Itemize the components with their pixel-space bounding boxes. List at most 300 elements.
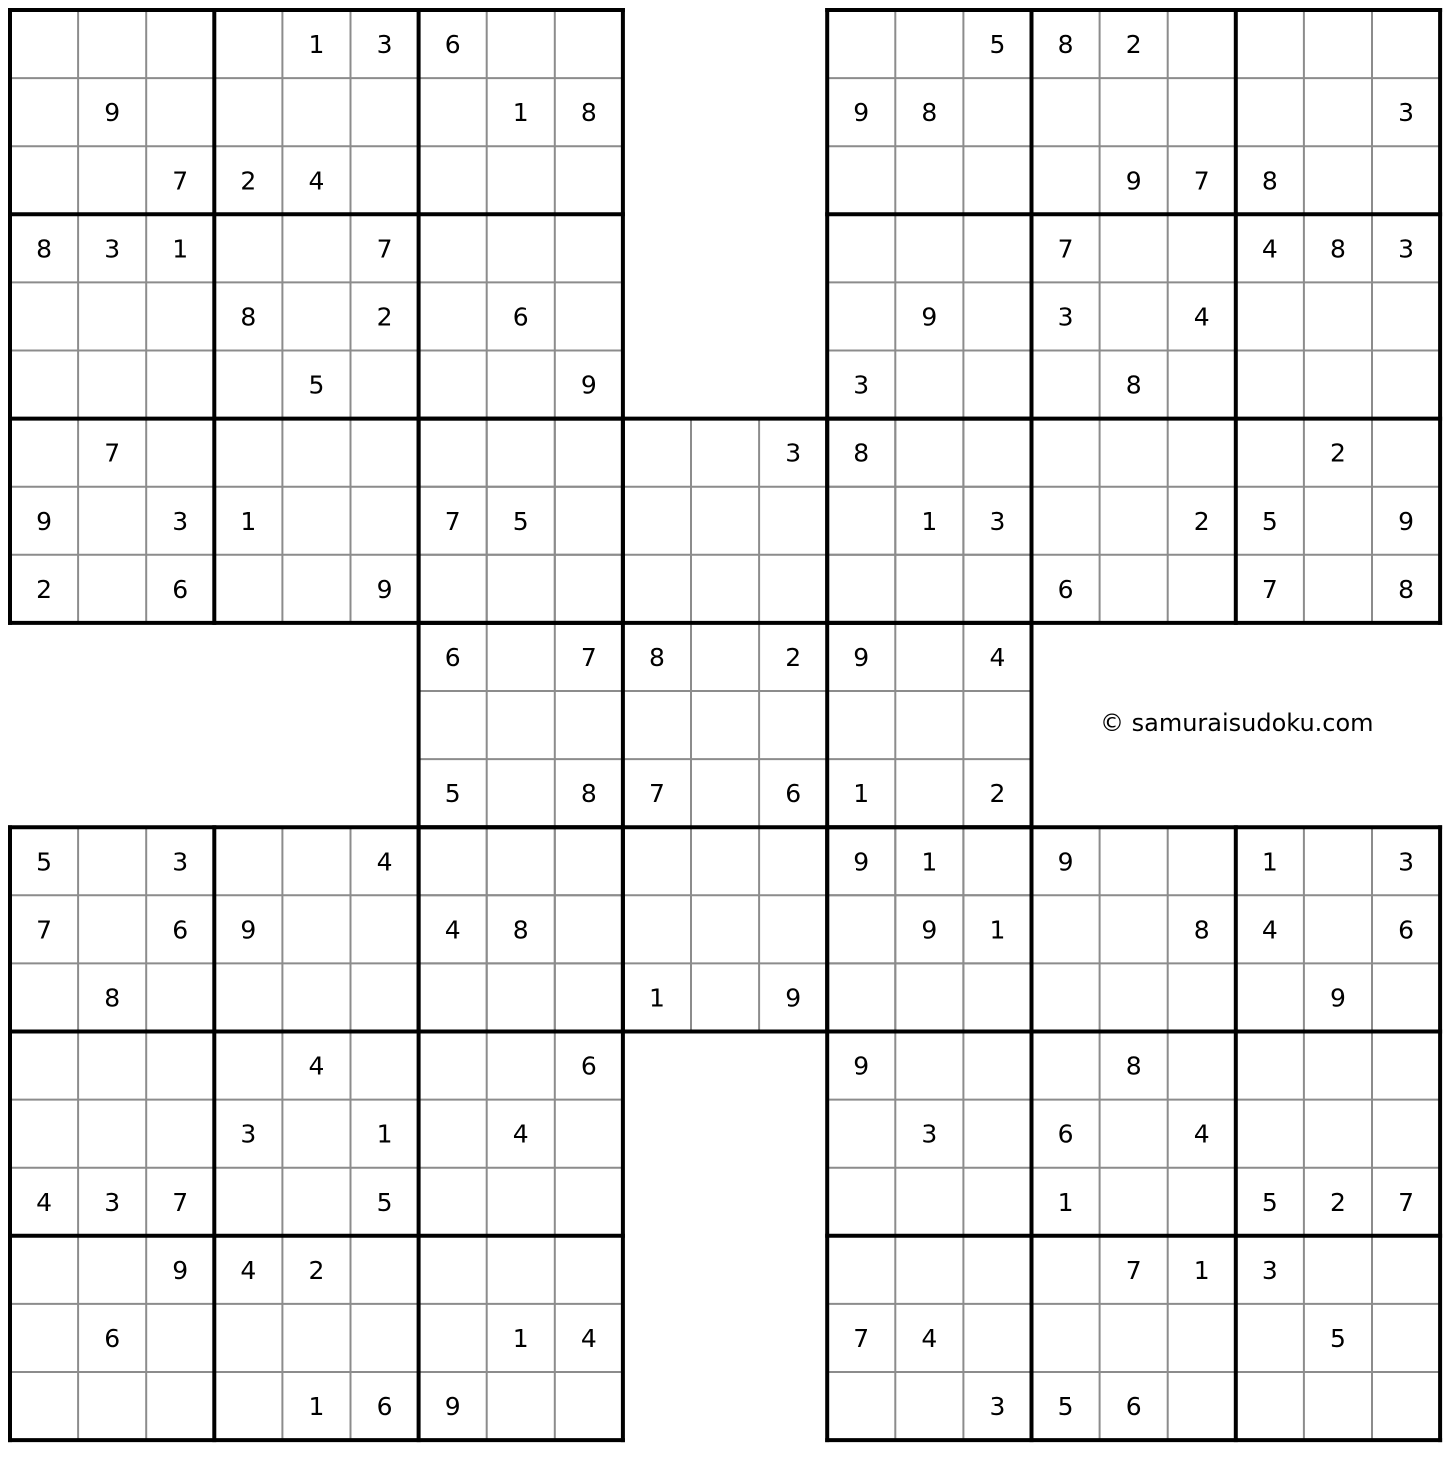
- sudoku-cell[interactable]: [1168, 10, 1236, 78]
- sudoku-cell[interactable]: [827, 1100, 895, 1168]
- sudoku-cell[interactable]: [419, 78, 487, 146]
- sudoku-cell[interactable]: [555, 419, 623, 487]
- sudoku-cell[interactable]: [1032, 78, 1100, 146]
- sudoku-cell[interactable]: [1236, 1372, 1304, 1440]
- sudoku-cell[interactable]: [10, 78, 78, 146]
- given-digit: 1: [853, 779, 870, 809]
- sudoku-cell[interactable]: [1304, 555, 1372, 623]
- given-digit: 7: [172, 166, 189, 196]
- sudoku-cell[interactable]: [1032, 895, 1100, 963]
- sudoku-cell[interactable]: [1372, 10, 1440, 78]
- sudoku-cell[interactable]: [419, 1100, 487, 1168]
- sudoku-cell[interactable]: [419, 827, 487, 895]
- sudoku-cell[interactable]: [214, 555, 282, 623]
- sudoku-cell[interactable]: [78, 555, 146, 623]
- sudoku-cell[interactable]: [1100, 1100, 1168, 1168]
- sudoku-cell[interactable]: [555, 146, 623, 214]
- sudoku-cell[interactable]: [1168, 214, 1236, 282]
- sudoku-cell[interactable]: [487, 623, 555, 691]
- sudoku-cell[interactable]: [214, 419, 282, 487]
- sudoku-cell[interactable]: [963, 351, 1031, 419]
- sudoku-cell[interactable]: [827, 691, 895, 759]
- sudoku-cell[interactable]: [419, 691, 487, 759]
- sudoku-cell[interactable]: [895, 623, 963, 691]
- sudoku-cell[interactable]: [1372, 963, 1440, 1031]
- sudoku-cell[interactable]: [351, 963, 419, 1031]
- sudoku-cell[interactable]: [1100, 1304, 1168, 1372]
- sudoku-cell[interactable]: [10, 1032, 78, 1100]
- given-digit: 2: [240, 166, 257, 196]
- sudoku-cell[interactable]: [487, 146, 555, 214]
- sudoku-cell[interactable]: [1304, 487, 1372, 555]
- sudoku-cell[interactable]: [146, 10, 214, 78]
- sudoku-cell[interactable]: [963, 1236, 1031, 1304]
- sudoku-cell[interactable]: [214, 10, 282, 78]
- given-digit: 3: [172, 506, 189, 536]
- sudoku-cell[interactable]: [78, 895, 146, 963]
- sudoku-cell[interactable]: [895, 1236, 963, 1304]
- sudoku-cell[interactable]: [1236, 351, 1304, 419]
- sudoku-cell[interactable]: [555, 963, 623, 1031]
- sudoku-cell[interactable]: [10, 963, 78, 1031]
- sudoku-cell[interactable]: [1032, 1236, 1100, 1304]
- given-digit: 6: [104, 1323, 121, 1353]
- sudoku-cell[interactable]: [351, 1304, 419, 1372]
- sudoku-cell[interactable]: [759, 827, 827, 895]
- sudoku-cell[interactable]: [487, 963, 555, 1031]
- given-digit: 1: [512, 98, 529, 128]
- sudoku-cell[interactable]: [555, 895, 623, 963]
- sudoku-cell[interactable]: [963, 146, 1031, 214]
- given-digit: 2: [376, 302, 393, 332]
- sudoku-cell[interactable]: [691, 691, 759, 759]
- sudoku-cell[interactable]: [146, 1304, 214, 1372]
- sudoku-cell[interactable]: [214, 214, 282, 282]
- given-digit: 9: [1125, 166, 1142, 196]
- sudoku-cell[interactable]: [214, 1032, 282, 1100]
- sudoku-cell[interactable]: [1100, 827, 1168, 895]
- sudoku-cell[interactable]: [963, 1168, 1031, 1236]
- sudoku-cell[interactable]: [351, 895, 419, 963]
- sudoku-cell[interactable]: [282, 963, 350, 1031]
- sudoku-cell[interactable]: [78, 146, 146, 214]
- given-digit: 5: [989, 30, 1006, 60]
- sudoku-cell[interactable]: [963, 1304, 1031, 1372]
- sudoku-cell[interactable]: [759, 691, 827, 759]
- sudoku-cell[interactable]: [1372, 351, 1440, 419]
- sudoku-cell[interactable]: [1168, 1372, 1236, 1440]
- given-digit: 6: [1125, 1392, 1142, 1422]
- sudoku-cell[interactable]: [555, 1168, 623, 1236]
- sudoku-cell[interactable]: [10, 10, 78, 78]
- given-digit: 3: [240, 1119, 257, 1149]
- sudoku-cell[interactable]: [691, 487, 759, 555]
- sudoku-cell[interactable]: [1304, 1032, 1372, 1100]
- sudoku-cell[interactable]: [963, 1100, 1031, 1168]
- sudoku-cell[interactable]: [1168, 1168, 1236, 1236]
- sudoku-cell[interactable]: [351, 351, 419, 419]
- sudoku-cell[interactable]: [1032, 146, 1100, 214]
- sudoku-cell[interactable]: [1304, 895, 1372, 963]
- given-digit: 9: [1057, 847, 1074, 877]
- sudoku-cell[interactable]: [555, 1100, 623, 1168]
- sudoku-cell[interactable]: [419, 146, 487, 214]
- given-digit: 7: [1193, 166, 1210, 196]
- sudoku-cell[interactable]: [487, 691, 555, 759]
- sudoku-cell[interactable]: [78, 351, 146, 419]
- sudoku-cell[interactable]: [78, 1100, 146, 1168]
- sudoku-cell[interactable]: [555, 1236, 623, 1304]
- sudoku-cell[interactable]: [1236, 419, 1304, 487]
- sudoku-cell[interactable]: [691, 759, 759, 827]
- given-digit: 9: [853, 642, 870, 672]
- sudoku-cell[interactable]: [487, 1168, 555, 1236]
- sudoku-cell[interactable]: [78, 1236, 146, 1304]
- given-digit: 1: [1057, 1187, 1074, 1217]
- sudoku-cell[interactable]: [487, 1236, 555, 1304]
- sudoku-cell[interactable]: [827, 487, 895, 555]
- given-digit: 6: [444, 642, 461, 672]
- given-digit: 1: [921, 847, 938, 877]
- sudoku-cell[interactable]: [214, 78, 282, 146]
- given-digit: 5: [1261, 1187, 1278, 1217]
- given-digit: 4: [308, 166, 325, 196]
- sudoku-cell[interactable]: [827, 1236, 895, 1304]
- sudoku-cell[interactable]: [555, 214, 623, 282]
- sudoku-cell[interactable]: [827, 1168, 895, 1236]
- sudoku-cell[interactable]: [759, 487, 827, 555]
- sudoku-cell[interactable]: [1236, 963, 1304, 1031]
- given-digit: 5: [36, 847, 53, 877]
- sudoku-cell[interactable]: [282, 419, 350, 487]
- sudoku-cell[interactable]: [78, 827, 146, 895]
- sudoku-cell[interactable]: [1236, 78, 1304, 146]
- sudoku-cell[interactable]: [419, 282, 487, 350]
- sudoku-cell[interactable]: [419, 1304, 487, 1372]
- sudoku-cell[interactable]: [282, 827, 350, 895]
- given-digit: 8: [1057, 30, 1074, 60]
- sudoku-cell[interactable]: [487, 351, 555, 419]
- sudoku-cell[interactable]: [282, 487, 350, 555]
- sudoku-cell[interactable]: [146, 419, 214, 487]
- sudoku-cell[interactable]: [895, 146, 963, 214]
- given-digit: 7: [1261, 574, 1278, 604]
- sudoku-cell[interactable]: [691, 419, 759, 487]
- sudoku-cell[interactable]: [555, 487, 623, 555]
- sudoku-cell[interactable]: [895, 1372, 963, 1440]
- sudoku-cell[interactable]: [895, 691, 963, 759]
- sudoku-cell[interactable]: [1032, 419, 1100, 487]
- sudoku-cell[interactable]: [1304, 10, 1372, 78]
- given-digit: 5: [512, 506, 529, 536]
- sudoku-cell[interactable]: [282, 214, 350, 282]
- sudoku-cell[interactable]: [759, 895, 827, 963]
- sudoku-cell[interactable]: [419, 351, 487, 419]
- sudoku-cell[interactable]: [214, 827, 282, 895]
- sudoku-cell[interactable]: [1236, 1032, 1304, 1100]
- sudoku-cell[interactable]: [963, 555, 1031, 623]
- sudoku-cell[interactable]: [351, 146, 419, 214]
- given-digit: 9: [376, 574, 393, 604]
- sudoku-cell[interactable]: [1168, 963, 1236, 1031]
- sudoku-cell[interactable]: [78, 487, 146, 555]
- sudoku-cell[interactable]: [487, 1032, 555, 1100]
- sudoku-cell[interactable]: [623, 895, 691, 963]
- sudoku-cell[interactable]: [146, 1100, 214, 1168]
- sudoku-cell[interactable]: [487, 1372, 555, 1440]
- sudoku-cell[interactable]: [10, 1304, 78, 1372]
- given-digit: 5: [308, 370, 325, 400]
- sudoku-cell[interactable]: [1100, 214, 1168, 282]
- sudoku-cell[interactable]: [555, 10, 623, 78]
- sudoku-cell[interactable]: [555, 282, 623, 350]
- sudoku-cell[interactable]: [419, 1168, 487, 1236]
- sudoku-cell[interactable]: [214, 1304, 282, 1372]
- sudoku-cell[interactable]: [146, 963, 214, 1031]
- sudoku-cell[interactable]: [1236, 282, 1304, 350]
- sudoku-cell[interactable]: [282, 895, 350, 963]
- sudoku-cell[interactable]: [963, 963, 1031, 1031]
- sudoku-cell[interactable]: [1100, 419, 1168, 487]
- sudoku-cell[interactable]: [78, 282, 146, 350]
- sudoku-cell[interactable]: [1168, 1032, 1236, 1100]
- sudoku-cell[interactable]: [1100, 78, 1168, 146]
- sudoku-cell[interactable]: [282, 555, 350, 623]
- sudoku-cell[interactable]: [1372, 146, 1440, 214]
- sudoku-cell[interactable]: [895, 1168, 963, 1236]
- sudoku-cell[interactable]: [1032, 1032, 1100, 1100]
- sudoku-cell[interactable]: [214, 351, 282, 419]
- sudoku-cell[interactable]: [691, 963, 759, 1031]
- sudoku-cell[interactable]: [1236, 1100, 1304, 1168]
- given-digit: 4: [1193, 1119, 1210, 1149]
- sudoku-cell[interactable]: [895, 759, 963, 827]
- sudoku-cell[interactable]: [487, 555, 555, 623]
- sudoku-cell[interactable]: [1372, 419, 1440, 487]
- sudoku-cell[interactable]: [691, 623, 759, 691]
- given-digit: 8: [1329, 234, 1346, 264]
- given-digit: 4: [36, 1187, 53, 1217]
- sudoku-cell[interactable]: [555, 827, 623, 895]
- sudoku-cell[interactable]: [214, 1168, 282, 1236]
- sudoku-cell[interactable]: [282, 282, 350, 350]
- sudoku-cell[interactable]: [555, 1372, 623, 1440]
- given-digit: 2: [1125, 30, 1142, 60]
- sudoku-cell[interactable]: [1100, 1168, 1168, 1236]
- given-digit: 9: [444, 1392, 461, 1422]
- sudoku-cell[interactable]: [1372, 282, 1440, 350]
- sudoku-cell[interactable]: [78, 1032, 146, 1100]
- sudoku-cell[interactable]: [963, 1032, 1031, 1100]
- sudoku-cell[interactable]: [1304, 1100, 1372, 1168]
- sudoku-cell[interactable]: [1236, 1304, 1304, 1372]
- sudoku-cell[interactable]: [827, 555, 895, 623]
- sudoku-cell[interactable]: [214, 963, 282, 1031]
- sudoku-cell[interactable]: [351, 1236, 419, 1304]
- sudoku-cell[interactable]: [691, 895, 759, 963]
- sudoku-cell[interactable]: [282, 1304, 350, 1372]
- sudoku-cell[interactable]: [419, 214, 487, 282]
- sudoku-cell[interactable]: [1168, 1304, 1236, 1372]
- sudoku-cell[interactable]: [10, 1236, 78, 1304]
- sudoku-cell[interactable]: [146, 1372, 214, 1440]
- given-digit: 3: [1261, 1255, 1278, 1285]
- sudoku-cell[interactable]: [1168, 351, 1236, 419]
- sudoku-cell[interactable]: [10, 1372, 78, 1440]
- given-digit: 3: [853, 370, 870, 400]
- given-digit: 4: [580, 1323, 597, 1353]
- sudoku-cell[interactable]: [1236, 10, 1304, 78]
- sudoku-cell[interactable]: [623, 827, 691, 895]
- sudoku-cell[interactable]: [827, 1372, 895, 1440]
- given-digit: 6: [1398, 915, 1415, 945]
- sudoku-cell[interactable]: [963, 214, 1031, 282]
- sudoku-cell[interactable]: [419, 555, 487, 623]
- sudoku-cell[interactable]: [827, 146, 895, 214]
- given-digit: 6: [172, 915, 189, 945]
- sudoku-cell[interactable]: [282, 1100, 350, 1168]
- sudoku-cell[interactable]: [146, 351, 214, 419]
- sudoku-cell[interactable]: [1032, 487, 1100, 555]
- sudoku-cell[interactable]: [1032, 963, 1100, 1031]
- sudoku-cell[interactable]: [487, 827, 555, 895]
- sudoku-cell[interactable]: [282, 78, 350, 146]
- sudoku-cell[interactable]: [1032, 351, 1100, 419]
- sudoku-cell[interactable]: [487, 10, 555, 78]
- given-digit: 7: [376, 234, 393, 264]
- sudoku-cell[interactable]: [487, 759, 555, 827]
- sudoku-cell[interactable]: [1372, 1032, 1440, 1100]
- given-digit: 7: [580, 642, 597, 672]
- given-digit: 2: [785, 642, 802, 672]
- sudoku-cell[interactable]: [78, 10, 146, 78]
- sudoku-cell[interactable]: [1304, 351, 1372, 419]
- given-digit: 5: [444, 779, 461, 809]
- sudoku-cell[interactable]: [827, 895, 895, 963]
- sudoku-cell[interactable]: [10, 419, 78, 487]
- sudoku-cell[interactable]: [1304, 1372, 1372, 1440]
- sudoku-cell[interactable]: [1372, 1304, 1440, 1372]
- sudoku-cell[interactable]: [623, 419, 691, 487]
- given-digit: 1: [308, 1392, 325, 1422]
- sudoku-cell[interactable]: [487, 419, 555, 487]
- sudoku-cell[interactable]: [351, 78, 419, 146]
- given-digit: 9: [853, 98, 870, 128]
- sudoku-cell[interactable]: [419, 1236, 487, 1304]
- sudoku-cell[interactable]: [759, 555, 827, 623]
- given-digit: 2: [1329, 1187, 1346, 1217]
- sudoku-cell[interactable]: [214, 1372, 282, 1440]
- sudoku-cell[interactable]: [419, 963, 487, 1031]
- given-digit: 9: [580, 370, 597, 400]
- given-digit: 7: [172, 1187, 189, 1217]
- sudoku-cell[interactable]: [1372, 1236, 1440, 1304]
- sudoku-cell[interactable]: [1372, 1100, 1440, 1168]
- sudoku-cell[interactable]: [827, 963, 895, 1031]
- sudoku-cell[interactable]: [555, 555, 623, 623]
- given-digit: 1: [376, 1119, 393, 1149]
- sudoku-cell[interactable]: [623, 487, 691, 555]
- sudoku-cell[interactable]: [895, 963, 963, 1031]
- sudoku-cell[interactable]: [895, 555, 963, 623]
- sudoku-cell[interactable]: [963, 827, 1031, 895]
- sudoku-cell[interactable]: [1168, 419, 1236, 487]
- sudoku-cell[interactable]: [10, 282, 78, 350]
- sudoku-cell[interactable]: [963, 78, 1031, 146]
- sudoku-cell[interactable]: [895, 419, 963, 487]
- sudoku-cell[interactable]: [623, 555, 691, 623]
- sudoku-cell[interactable]: [10, 1100, 78, 1168]
- given-digit: 1: [240, 506, 257, 536]
- sudoku-cell[interactable]: [691, 827, 759, 895]
- sudoku-cell[interactable]: [1100, 895, 1168, 963]
- given-digit: 4: [989, 642, 1006, 672]
- sudoku-cell[interactable]: [487, 214, 555, 282]
- sudoku-cell[interactable]: [963, 691, 1031, 759]
- sudoku-cell[interactable]: [895, 214, 963, 282]
- sudoku-cell[interactable]: [623, 691, 691, 759]
- given-digit: 5: [1329, 1323, 1346, 1353]
- sudoku-cell[interactable]: [351, 1032, 419, 1100]
- sudoku-cell[interactable]: [419, 1032, 487, 1100]
- sudoku-cell[interactable]: [351, 419, 419, 487]
- sudoku-cell[interactable]: [827, 10, 895, 78]
- sudoku-cell[interactable]: [419, 419, 487, 487]
- sudoku-cell[interactable]: [146, 78, 214, 146]
- sudoku-cell[interactable]: [1100, 487, 1168, 555]
- sudoku-cell[interactable]: [282, 1168, 350, 1236]
- given-digit: 4: [444, 915, 461, 945]
- sudoku-cell[interactable]: [895, 351, 963, 419]
- sudoku-cell[interactable]: [1168, 78, 1236, 146]
- given-digit: 7: [1398, 1187, 1415, 1217]
- given-digit: 6: [512, 302, 529, 332]
- sudoku-cell[interactable]: [963, 419, 1031, 487]
- sudoku-cell[interactable]: [895, 1032, 963, 1100]
- sudoku-cell[interactable]: [1100, 555, 1168, 623]
- sudoku-cell[interactable]: [555, 691, 623, 759]
- sudoku-cell[interactable]: [1304, 827, 1372, 895]
- given-digit: 3: [989, 506, 1006, 536]
- sudoku-cell[interactable]: [1168, 827, 1236, 895]
- sudoku-cell[interactable]: [351, 487, 419, 555]
- given-digit: 9: [1329, 983, 1346, 1013]
- given-digit: 8: [580, 98, 597, 128]
- given-digit: 9: [921, 302, 938, 332]
- sudoku-cell[interactable]: [10, 351, 78, 419]
- sudoku-cell[interactable]: [1032, 1304, 1100, 1372]
- sudoku-cell[interactable]: [1100, 282, 1168, 350]
- sudoku-cell[interactable]: [78, 1372, 146, 1440]
- sudoku-cell[interactable]: [10, 146, 78, 214]
- sudoku-cell[interactable]: [963, 282, 1031, 350]
- sudoku-cell[interactable]: [827, 214, 895, 282]
- sudoku-cell[interactable]: [1304, 78, 1372, 146]
- sudoku-cell[interactable]: [1100, 963, 1168, 1031]
- given-digit: 8: [853, 438, 870, 468]
- sudoku-cell[interactable]: [895, 10, 963, 78]
- sudoku-cell[interactable]: [1304, 282, 1372, 350]
- sudoku-cell[interactable]: [691, 555, 759, 623]
- given-digit: 6: [1057, 1119, 1074, 1149]
- sudoku-cell[interactable]: [827, 282, 895, 350]
- sudoku-cell[interactable]: [1304, 146, 1372, 214]
- sudoku-cell[interactable]: [146, 1032, 214, 1100]
- sudoku-cell[interactable]: [1372, 1372, 1440, 1440]
- sudoku-cell[interactable]: [146, 282, 214, 350]
- sudoku-cell[interactable]: [1304, 1236, 1372, 1304]
- sudoku-cell[interactable]: [1168, 555, 1236, 623]
